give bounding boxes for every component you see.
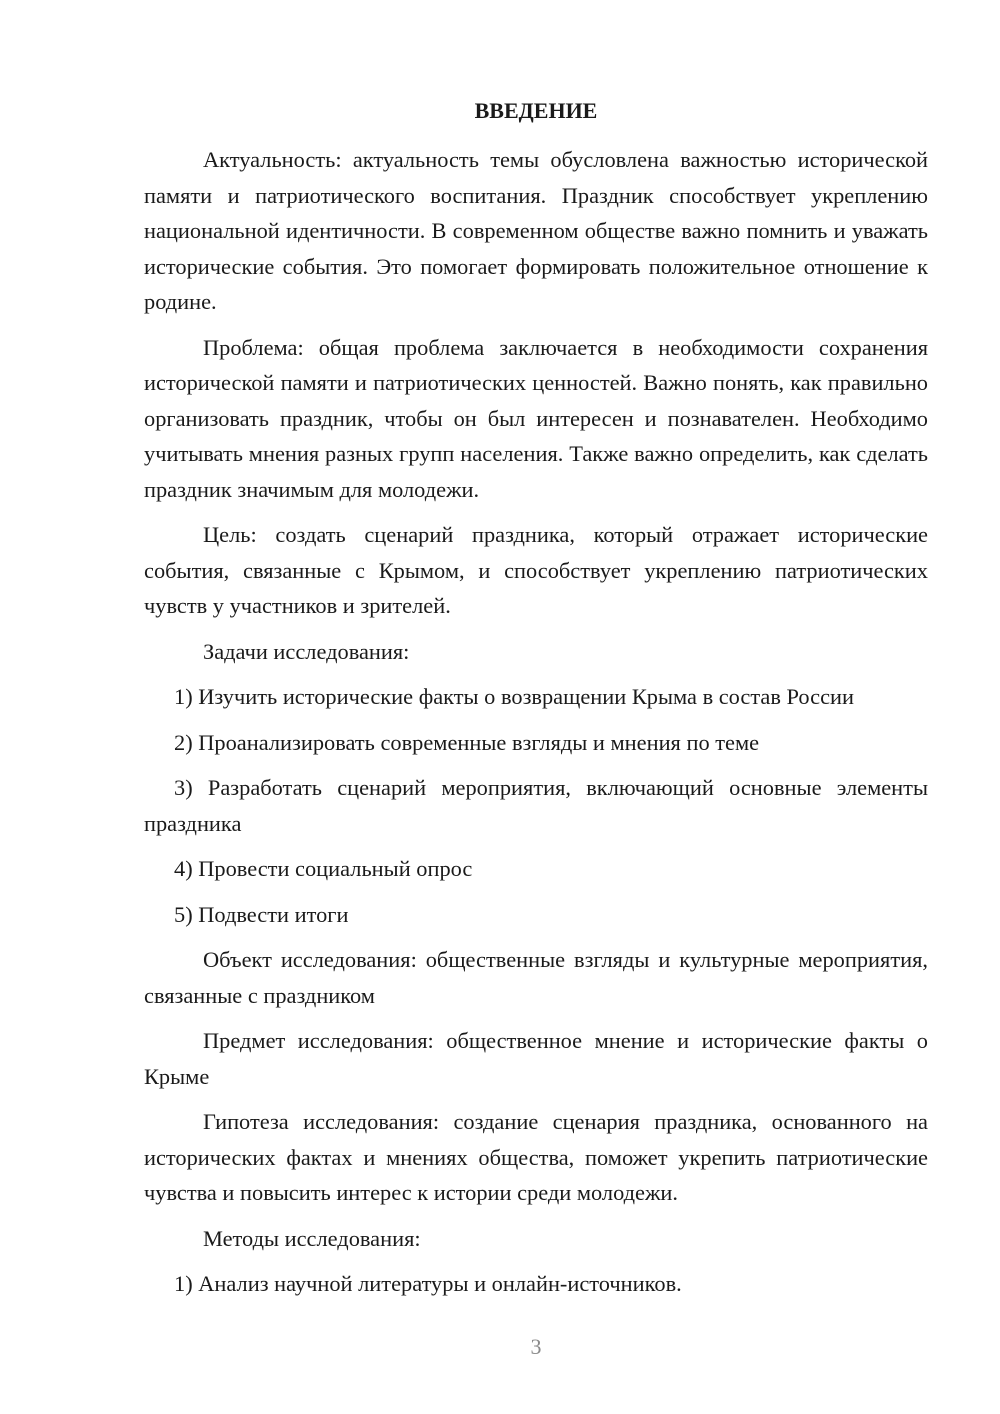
- task-item-4: 4) Провести социальный опрос: [174, 856, 473, 881]
- goal-paragraph: Цель: создать сценарий праздника, который отражает исторические события, связанные с Крымом, и способствует укреплению патриотических чувств у участников и зрителей.: [144, 522, 928, 618]
- page-title: ВВЕДЕНИЕ: [474, 98, 598, 123]
- subject-paragraph: Предмет исследования: общественное мнение и исторические факты о Крыме: [144, 1028, 928, 1089]
- object-paragraph: Объект исследования: общественные взгляды и культурные мероприятия, связанные с праздником: [144, 947, 928, 1008]
- method-item-1: 1) Анализ научной литературы и онлайн-источников.: [174, 1271, 682, 1296]
- document-body: [144, 142, 928, 1312]
- task-item-5: 5) Подвести итоги: [174, 901, 349, 927]
- methods-heading: Методы исследования:: [203, 1225, 421, 1251]
- task-item-2: 2) Проанализировать современные взгляды и мнения по теме: [174, 729, 760, 755]
- problem-paragraph: Проблема: общая проблема заключается в необходимости сохранения исторической памяти и патриотических ценностей. Важно понять, как правильно организовать праздник, чтобы он был интересен и познавателен. Необходимо учитывать мнения разных групп населения. Также важно определить, как сделать праздник значимым для молодежи.: [144, 334, 928, 502]
- hypothesis-paragraph: Гипотеза исследования: создание сценария праздника, основанного на исторических фактах и мнениях общества, поможет укрепить патриотические чувства и повысить интерес к истории среди молодежи.: [144, 1109, 928, 1205]
- task-item-3: 3) Разработать сценарий мероприятия, включающий основные элементы праздника: [144, 775, 928, 836]
- page-number: 3: [530, 1334, 542, 1359]
- tasks-heading: Задачи исследования:: [203, 638, 410, 664]
- task-item-1: 1) Изучить исторические факты о возвращении Крыма в состав России: [174, 684, 855, 709]
- relevance-paragraph: Актуальность: актуальность темы обусловлена важностью исторической памяти и патриотического воспитания. Праздник способствует укреплению национальной идентичности. В современном обществе важно помнить и уважать исторические события. Это помогает формировать положительное отношение к родине.: [144, 147, 928, 314]
